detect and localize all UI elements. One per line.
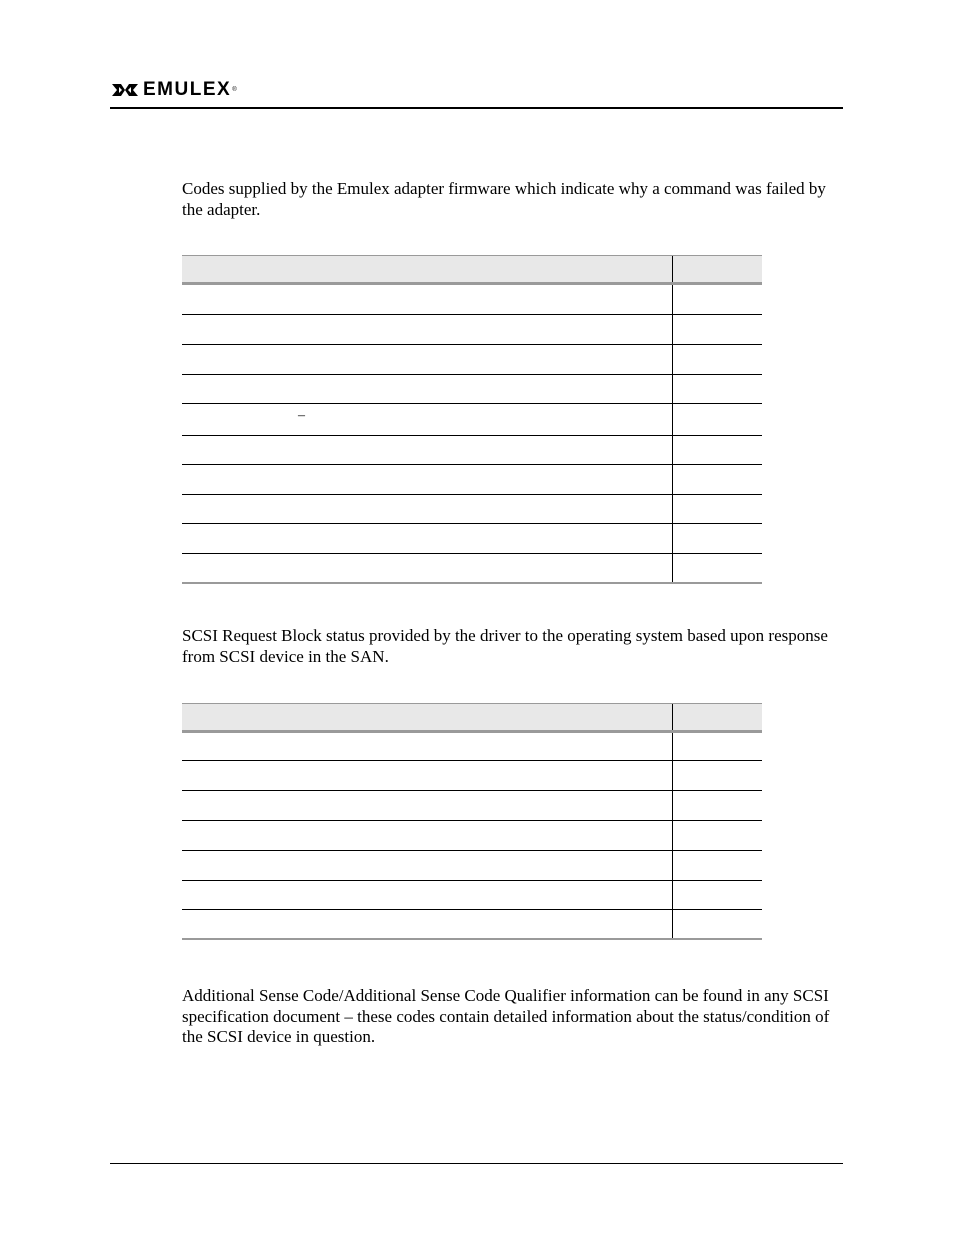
table-header xyxy=(182,255,762,285)
table-cell xyxy=(182,285,672,314)
header-cell xyxy=(672,704,762,730)
table-cell xyxy=(672,495,762,523)
table-cell xyxy=(182,465,672,494)
table-cell xyxy=(182,436,672,464)
table-row xyxy=(182,285,762,315)
logo-registered-mark: ® xyxy=(232,87,237,93)
table-cell xyxy=(672,791,762,820)
header-cell xyxy=(182,256,672,282)
table-row xyxy=(182,554,762,584)
table-cell xyxy=(182,404,672,435)
table-cell xyxy=(182,761,672,790)
table-cell xyxy=(672,375,762,403)
paragraph-sense-codes: Additional Sense Code/Additional Sense Code Qualifier information can be found in any SCSI specification document – these codes contain detailed information about the status/condition of the SCSI device in question. xyxy=(182,986,830,1046)
table-row xyxy=(182,733,762,761)
table-cell xyxy=(672,881,762,909)
dash-text: – xyxy=(298,408,305,423)
table-row xyxy=(182,465,762,495)
table-cell xyxy=(182,881,672,909)
table-row xyxy=(182,404,762,436)
table-cell xyxy=(672,733,762,760)
table-cell xyxy=(182,345,672,374)
table-cell xyxy=(672,465,762,494)
table-row xyxy=(182,851,762,881)
paragraph-firmware-codes: Codes supplied by the Emulex adapter firmware which indicate why a command was failed by the adapter. xyxy=(182,179,826,219)
table-header xyxy=(182,703,762,733)
srb-status-table xyxy=(182,703,762,940)
table-cell xyxy=(182,495,672,523)
table-cell xyxy=(672,404,762,435)
table-row xyxy=(182,375,762,404)
table-cell xyxy=(672,910,762,938)
table-cell xyxy=(672,524,762,553)
logo-text: EMULEX xyxy=(143,79,232,100)
header-cell xyxy=(672,256,762,282)
table-row xyxy=(182,881,762,910)
table-cell xyxy=(672,761,762,790)
table-cell xyxy=(182,315,672,344)
table-cell xyxy=(182,791,672,820)
table-cell xyxy=(182,375,672,403)
footer-rule xyxy=(110,1163,843,1164)
table-row xyxy=(182,315,762,345)
table-cell xyxy=(672,315,762,344)
table-row xyxy=(182,761,762,791)
paragraph-srb-status: SCSI Request Block status provided by the driver to the operating system based upon response from SCSI device in the SAN. xyxy=(182,626,828,666)
table-row xyxy=(182,791,762,821)
table-cell xyxy=(672,285,762,314)
header-rule xyxy=(110,107,843,109)
table-cell xyxy=(182,733,672,760)
table-cell xyxy=(182,910,672,938)
table-cell xyxy=(672,851,762,880)
table-row xyxy=(182,345,762,375)
table-cell xyxy=(182,554,672,582)
table-cell xyxy=(672,345,762,374)
header-cell xyxy=(182,704,672,730)
table-row xyxy=(182,821,762,851)
table-row xyxy=(182,524,762,554)
table-cell xyxy=(672,554,762,582)
emulex-logo xyxy=(110,80,237,100)
table-cell xyxy=(182,524,672,553)
table-row xyxy=(182,495,762,524)
emulex-mark-icon xyxy=(110,80,140,100)
table-cell xyxy=(672,436,762,464)
table-cell xyxy=(182,851,672,880)
table-row xyxy=(182,436,762,465)
table-row xyxy=(182,910,762,940)
firmware-codes-table xyxy=(182,255,762,584)
table-cell xyxy=(672,821,762,850)
table-cell xyxy=(182,821,672,850)
